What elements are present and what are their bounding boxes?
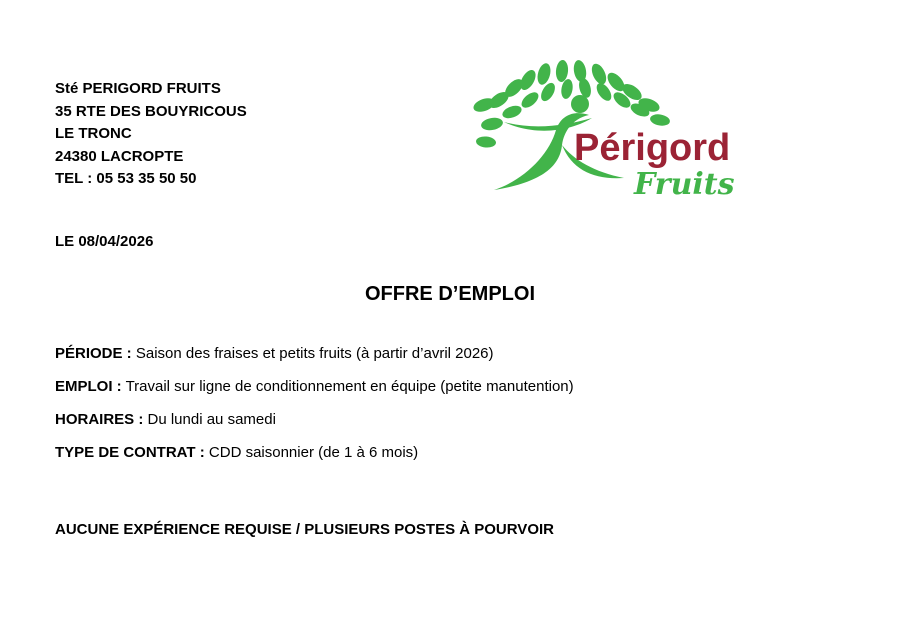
detail-contract-type (55, 444, 418, 461)
detail-value: CDD saisonnier (de 1 à 6 mois) (204, 444, 419, 461)
company-street: 35 RTE DES BOUYRICOUS (55, 102, 247, 120)
detail-value: Saison des fraises et petits fruits (à partir d’avril 2026) (131, 345, 494, 362)
detail-label: TYPE DE CONTRAT : (55, 444, 205, 461)
detail-job (55, 378, 574, 395)
detail-label: EMPLOI : (55, 378, 122, 395)
detail-label: PÉRIODE : (55, 345, 132, 362)
company-phone: TEL : 05 53 35 50 50 (55, 170, 197, 187)
company-postal-city: 24380 LACROPTE (55, 147, 184, 165)
company-locality: LE TRONC (55, 125, 132, 142)
footer-notice: AUCUNE EXPÉRIENCE REQUISE / PLUSIEURS POSTES À POURVOIR (55, 521, 554, 538)
detail-label: HORAIRES : (55, 411, 144, 428)
logo-word-perigord: Périgord (574, 127, 731, 169)
perigord-fruits-logo (464, 60, 764, 210)
detail-hours (55, 411, 276, 428)
detail-value: Travail sur ligne de conditionnement en équipe (petite manutention) (121, 378, 574, 395)
page-title: OFFRE D’EMPLOI (365, 283, 535, 305)
company-address-block (55, 78, 247, 191)
offer-date: LE 08/04/2026 (55, 233, 154, 250)
detail-period (55, 345, 494, 362)
logo-word-fruits: Fruits (634, 167, 735, 202)
company-name: Sté PERIGORD FRUITS (55, 80, 221, 97)
detail-value: Du lundi au samedi (143, 411, 276, 428)
